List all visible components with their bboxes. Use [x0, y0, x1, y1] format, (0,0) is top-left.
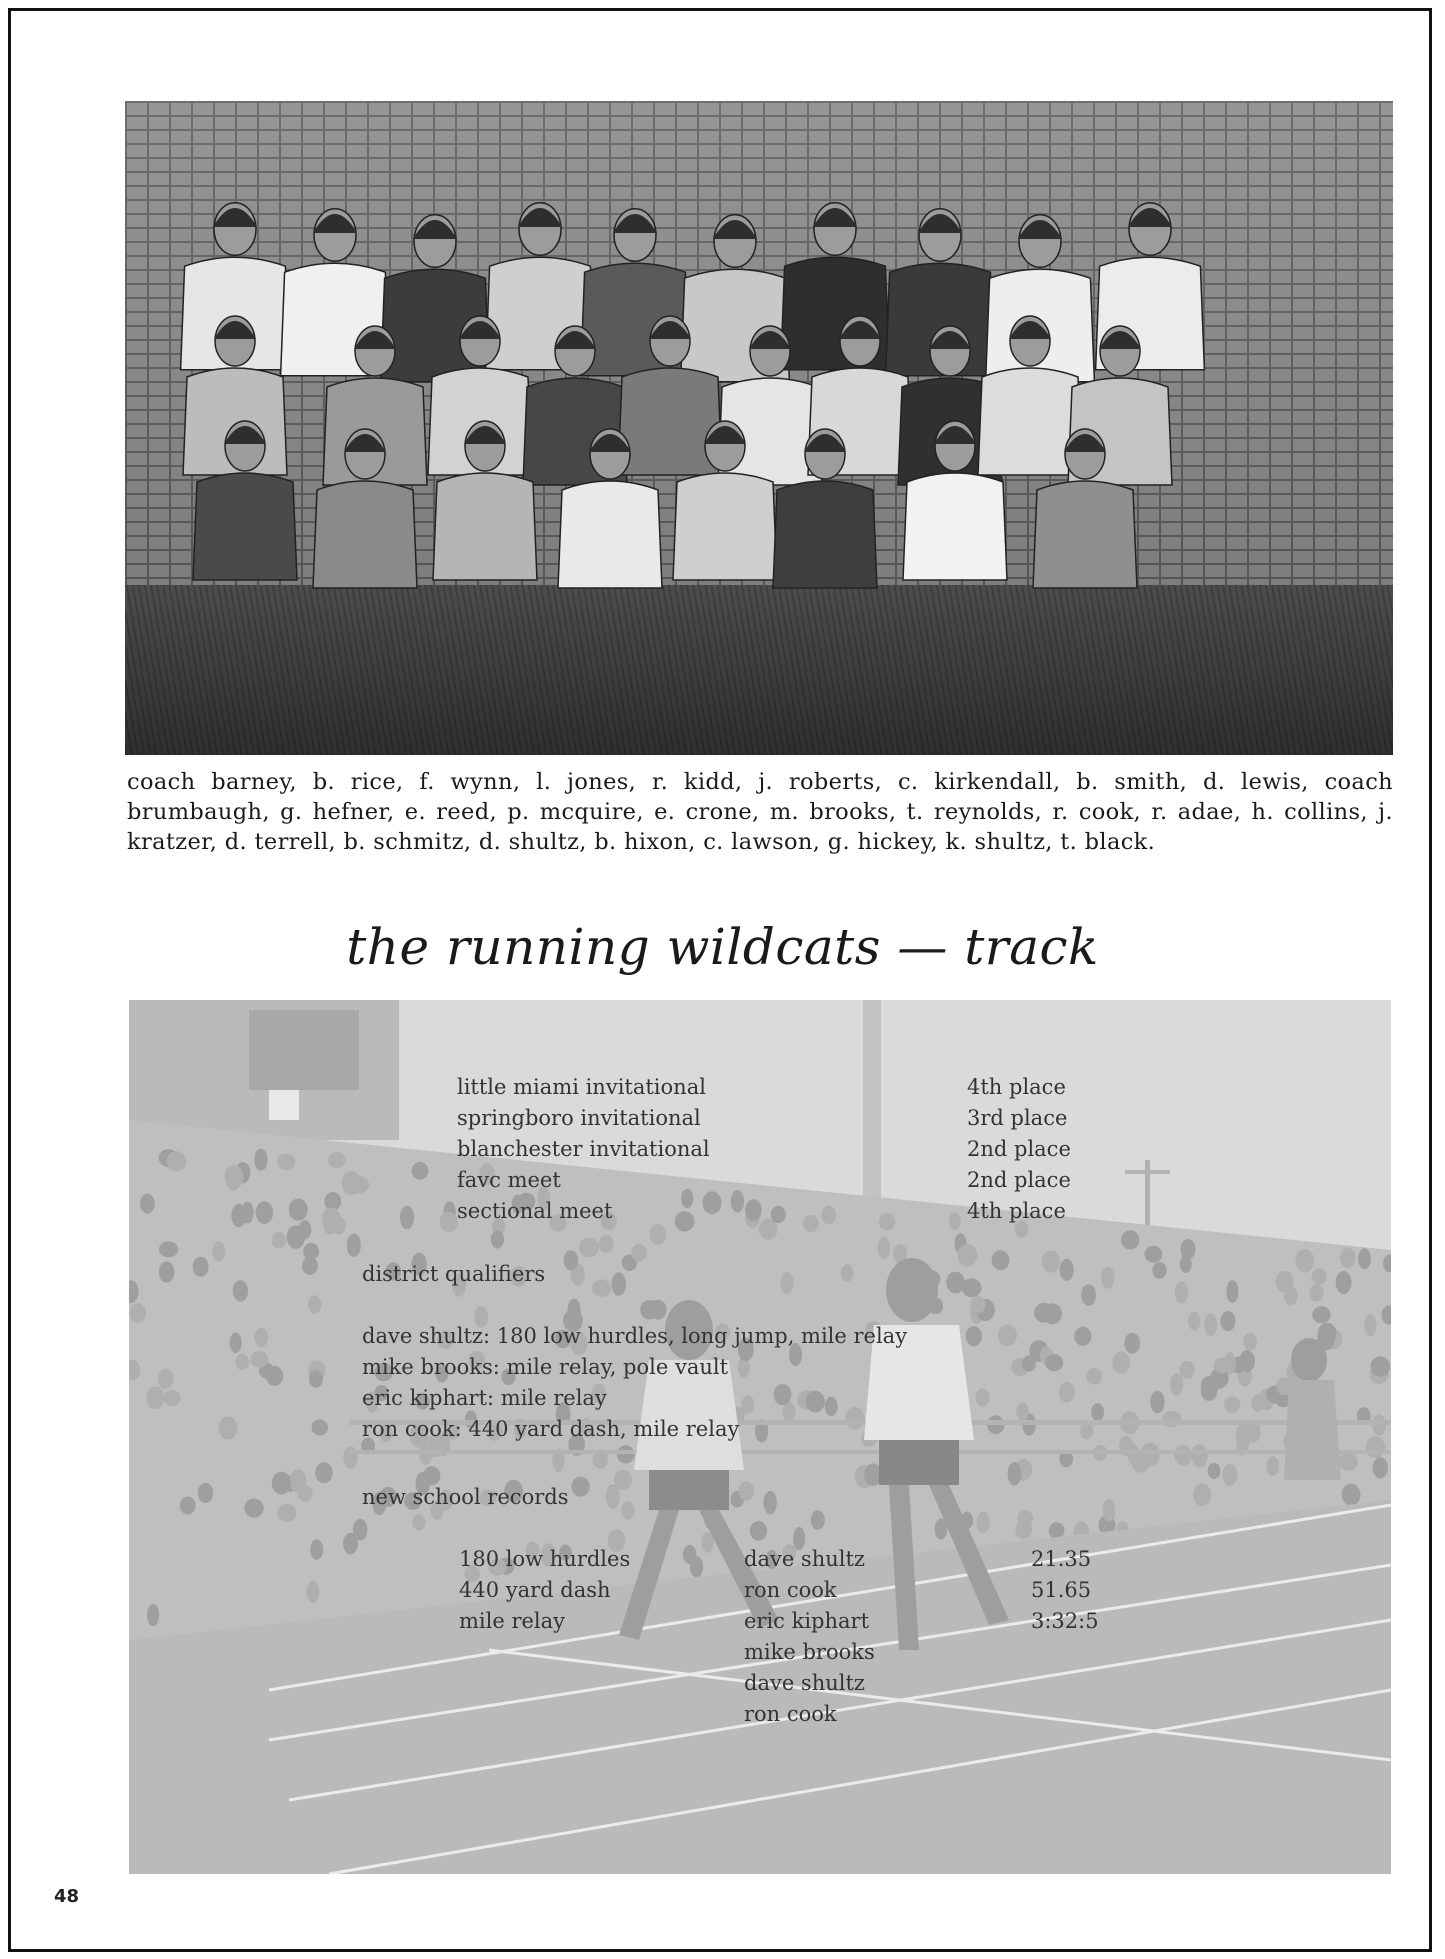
record-athlete: dave shultz — [744, 1671, 865, 1695]
meet-place: 2nd place — [967, 1168, 1071, 1192]
track-results — [129, 1000, 1391, 1874]
meet-name: springboro invitational — [457, 1106, 701, 1130]
meet-name: favc meet — [457, 1168, 561, 1192]
meet-name: sectional meet — [457, 1199, 613, 1223]
record-event: 440 yard dash — [459, 1578, 611, 1602]
district-qualifiers-heading: district qualifiers — [362, 1262, 546, 1286]
record-athlete: ron cook — [744, 1702, 837, 1726]
track-photo — [129, 1000, 1391, 1874]
meet-name: blanchester invitational — [457, 1137, 710, 1161]
school-records-heading: new school records — [362, 1485, 569, 1509]
record-event: mile relay — [459, 1609, 566, 1633]
record-time: 51.65 — [1031, 1578, 1092, 1602]
meet-places — [967, 1072, 1071, 1227]
photo-caption: coach barney, b. rice, f. wynn, l. jones, r. kidd, j. roberts, c. kirkendall, b. smith, d. lewis, coach brumbaugh, g. hefner, e. reed, p. mcquire, e. crone, m. brooks, t. reynolds, r. cook, r. adae, h. collins, j. kratzer, d. terrell, b. schmitz, d. shultz, b. hixon, c. lawson, g. hickey, k. shultz, t. black. — [127, 769, 1393, 855]
qualifier-item: dave shultz: 180 low hurdles, long jump, mile relay — [362, 1324, 908, 1348]
record-athletes — [744, 1544, 875, 1730]
record-athlete: ron cook — [744, 1578, 837, 1602]
qualifier-item: ron cook: 440 yard dash, mile relay — [362, 1417, 740, 1441]
meet-list — [457, 1072, 710, 1227]
page-number: 48 — [54, 1886, 80, 1907]
meet-name: little miami invitational — [457, 1075, 706, 1099]
meet-place: 3rd place — [967, 1106, 1068, 1130]
meet-place: 4th place — [967, 1199, 1066, 1223]
record-event: 180 low hurdles — [459, 1547, 631, 1571]
meet-place: 2nd place — [967, 1137, 1071, 1161]
record-times — [1031, 1544, 1099, 1637]
record-time: 21.35 — [1031, 1547, 1092, 1571]
record-athlete: dave shultz — [744, 1547, 865, 1571]
record-time: 3:32:5 — [1031, 1609, 1099, 1633]
qualifier-item: mike brooks: mile relay, pole vault — [362, 1355, 729, 1379]
record-events — [459, 1544, 630, 1637]
team-photo — [125, 101, 1393, 755]
team-figures — [125, 101, 1393, 755]
record-athlete: mike brooks — [744, 1640, 875, 1664]
meet-place: 4th place — [967, 1075, 1066, 1099]
qualifier-item: eric kiphart: mile relay — [362, 1386, 607, 1410]
section-title: the running wildcats — track — [346, 918, 1099, 976]
district-qualifiers-list — [362, 1321, 907, 1445]
record-athlete: eric kiphart — [744, 1609, 870, 1633]
